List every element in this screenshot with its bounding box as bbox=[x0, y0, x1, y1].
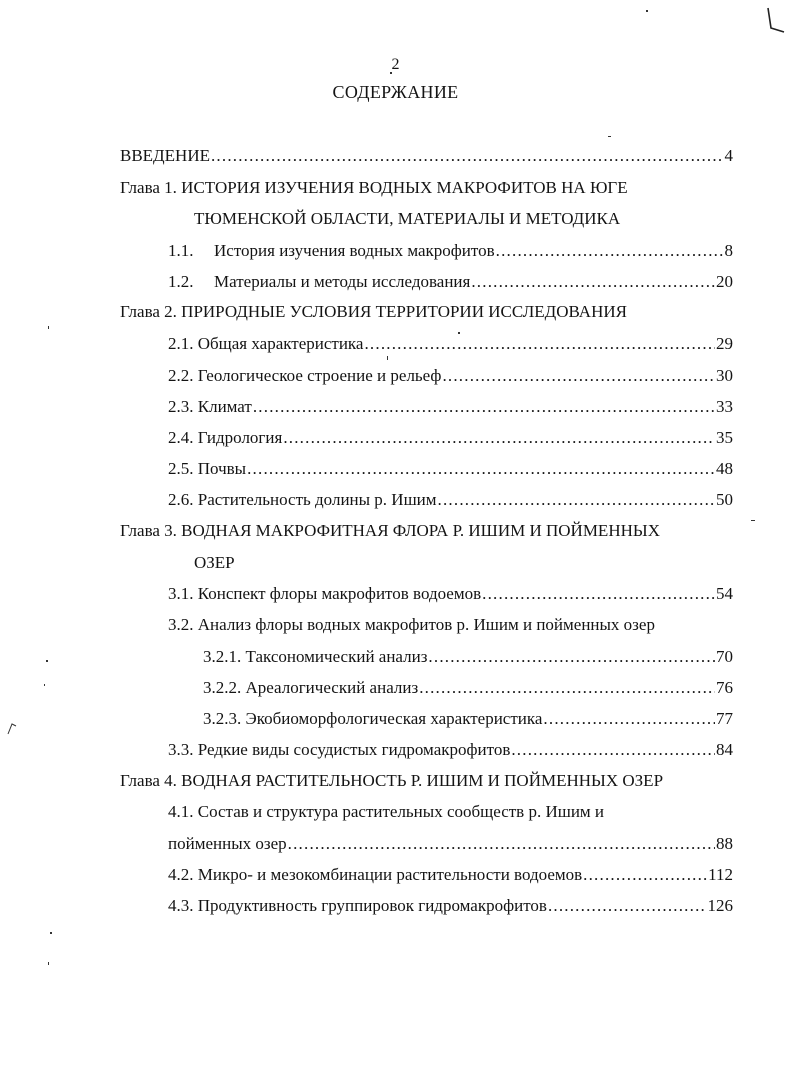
page-ref: 35 bbox=[716, 428, 733, 447]
dot-leader bbox=[548, 896, 707, 916]
page-title: СОДЕРЖАНИЕ bbox=[332, 82, 459, 102]
speck bbox=[46, 660, 48, 662]
chapter-3-heading-cont: ОЗЕР bbox=[194, 553, 235, 572]
page-ref: 76 bbox=[716, 678, 733, 697]
speck bbox=[48, 326, 49, 329]
dot-leader bbox=[442, 366, 715, 386]
page-ref: 84 bbox=[716, 740, 733, 759]
pen-mark-margin bbox=[6, 722, 18, 736]
toc-entry-3-2: 3.2. Анализ флоры водных макрофитов р. Ишим и пойменных озер bbox=[168, 615, 655, 634]
page-ref: 8 bbox=[724, 241, 733, 260]
dot-leader bbox=[471, 272, 715, 292]
dot-leader bbox=[496, 241, 724, 261]
toc-entry-3-2-3: 3.2.3. Экобиоморфологическая характеристика ..... 77 bbox=[203, 709, 733, 729]
toc-entry-1-1: 1.1. История изучения водных макрофитов ..... 8 bbox=[168, 241, 733, 261]
page-ref: 88 bbox=[716, 834, 733, 853]
toc-entry-intro: ВВЕДЕНИЕ ..... 4 bbox=[120, 146, 733, 166]
dot-leader bbox=[364, 334, 715, 354]
chapter-4-heading: Глава 4. ВОДНАЯ РАСТИТЕЛЬНОСТЬ Р. ИШИМ И ПОЙМЕННЫХ ОЗЕР bbox=[120, 771, 664, 790]
page-ref: 54 bbox=[716, 584, 733, 603]
pen-mark-corner bbox=[762, 6, 788, 36]
toc-entry-2-3: 2.3. Климат ..... 33 bbox=[168, 397, 733, 417]
speck bbox=[751, 520, 755, 521]
speck bbox=[44, 684, 45, 686]
page-ref: 126 bbox=[707, 896, 733, 915]
section-number: 1.2. bbox=[168, 272, 194, 291]
page-ref: 70 bbox=[716, 647, 733, 666]
toc-entry-3-2-1: 3.2.1. Таксономический анализ ..... 70 bbox=[203, 647, 733, 667]
page-ref: 30 bbox=[716, 366, 733, 385]
speck bbox=[48, 962, 49, 965]
page-ref: 29 bbox=[716, 334, 733, 353]
dot-leader bbox=[543, 709, 715, 729]
page-ref: 33 bbox=[716, 397, 733, 416]
speck bbox=[608, 136, 611, 137]
toc-entry-4-1: пойменных озер ..... 88 bbox=[168, 834, 733, 854]
page-number: 2 bbox=[391, 56, 400, 73]
dot-leader bbox=[283, 428, 715, 448]
toc-entry-2-2: 2.2. Геологическое строение и рельеф ..... 30 bbox=[168, 366, 733, 386]
page-ref: 77 bbox=[716, 709, 733, 728]
dot-leader bbox=[419, 678, 715, 698]
chapter-1-heading: Глава 1. ИСТОРИЯ ИЗУЧЕНИЯ ВОДНЫХ МАКРОФИТОВ НА ЮГЕ bbox=[120, 178, 628, 197]
toc-entry-2-4: 2.4. Гидрология ..... 35 bbox=[168, 428, 733, 448]
page-ref: 50 bbox=[716, 490, 733, 509]
speck bbox=[387, 356, 388, 360]
toc-entry-2-5: 2.5. Почвы ..... 48 bbox=[168, 459, 733, 479]
speck bbox=[646, 10, 648, 12]
toc-entry-3-3: 3.3. Редкие виды сосудистых гидромакрофитов ..... 84 bbox=[168, 740, 733, 760]
dot-leader bbox=[288, 834, 715, 854]
toc-entry-3-1: 3.1. Конспект флоры макрофитов водоемов ..... 54 bbox=[168, 584, 733, 604]
page-ref: 4 bbox=[724, 146, 733, 165]
page-ref: 20 bbox=[716, 272, 733, 291]
dot-leader bbox=[247, 459, 715, 479]
dot-leader bbox=[428, 647, 715, 667]
chapter-3-heading: Глава 3. ВОДНАЯ МАКРОФИТНАЯ ФЛОРА Р. ИШИМ И ПОЙМЕННЫХ bbox=[120, 521, 660, 540]
dot-leader bbox=[482, 584, 715, 604]
dot-leader bbox=[511, 740, 715, 760]
toc-entry-3-2-2: 3.2.2. Ареалогический анализ ..... 76 bbox=[203, 678, 733, 698]
chapter-2-heading: Глава 2. ПРИРОДНЫЕ УСЛОВИЯ ТЕРРИТОРИИ ИССЛЕДОВАНИЯ bbox=[120, 302, 627, 321]
dot-leader bbox=[583, 865, 707, 885]
speck bbox=[50, 932, 52, 934]
dot-leader bbox=[211, 146, 724, 166]
toc-entry-2-1: 2.1. Общая характеристика ..... 29 bbox=[168, 334, 733, 354]
toc-entry-4-3: 4.3. Продуктивность группировок гидромакрофитов ..... 126 bbox=[168, 896, 733, 916]
chapter-1-heading-cont: ТЮМЕНСКОЙ ОБЛАСТИ, МАТЕРИАЛЫ И МЕТОДИКА bbox=[194, 209, 621, 228]
toc-entry-4-1-line1: 4.1. Состав и структура растительных сообществ р. Ишим и bbox=[168, 802, 605, 821]
page-ref: 112 bbox=[708, 865, 733, 884]
section-number: 1.1. bbox=[168, 241, 194, 260]
dot-leader bbox=[253, 397, 715, 417]
toc-entry-2-6: 2.6. Растительность долины р. Ишим ..... 50 bbox=[168, 490, 733, 510]
toc-entry-1-2: 1.2. Материалы и методы исследования ..... 20 bbox=[168, 272, 733, 292]
page-ref: 48 bbox=[716, 459, 733, 478]
toc-entry-4-2: 4.2. Микро- и мезокомбинации растительности водоемов ..... 112 bbox=[168, 865, 733, 885]
dot-leader bbox=[438, 490, 715, 510]
